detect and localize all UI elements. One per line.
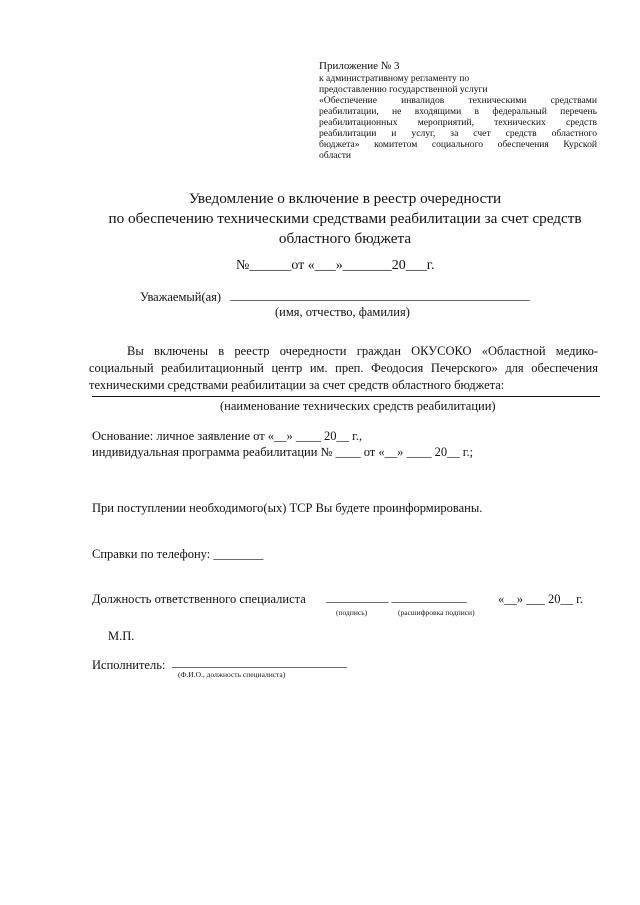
- greeting-caption: (имя, отчество, фамилия): [275, 305, 410, 319]
- body-line: Вы включены в реестр очередности граждан ОКУСОКО «Областной медико-: [127, 344, 598, 358]
- executor-label: Исполнитель:: [92, 658, 166, 672]
- tsr-caption: (наименование технических средств реабилитации): [220, 399, 496, 413]
- number-date-line: №______от «___»_______20___г.: [236, 258, 435, 273]
- body-line: социальный реабилитационный центр им. преп. Феодосия Печерского» для обеспечения: [89, 361, 598, 375]
- document-title: [60, 189, 630, 249]
- stamp-place: М.П.: [108, 629, 135, 643]
- appendix-line: предоставлению государственной услуги: [319, 84, 488, 95]
- title-line: Уведомление о включение в реестр очередности: [188, 190, 502, 207]
- appendix-line: реабилитации и услуг, за счет средств областного: [319, 128, 597, 139]
- phone-line: Справки по телефону: ________: [92, 547, 264, 561]
- body-paragraph: [89, 343, 598, 394]
- appendix-line: реабилитации, не входящими в федеральный перечень: [319, 106, 597, 117]
- title-line: областного бюджета: [278, 230, 412, 247]
- basis-line: индивидуальная программа реабилитации № ____ от «__» ____ 20__ г.;: [92, 445, 474, 459]
- body-line: техническими средствами реабилитации за счет средств областного бюджета:: [89, 378, 505, 392]
- tsr-name-line[interactable]: [92, 396, 600, 397]
- appendix-block: [319, 60, 597, 161]
- appendix-line: к административному регламенту по: [319, 73, 470, 84]
- appendix-line: области: [319, 150, 352, 161]
- appendix-line: реабилитационных мероприятий, технических средств: [319, 117, 597, 128]
- signature-fields[interactable]: __________ ____________: [326, 590, 467, 604]
- greeting-name-field[interactable]: ________________________________________________: [230, 288, 530, 302]
- notice-text: При поступлении необходимого(ых) ТСР Вы будете проинформированы.: [92, 501, 483, 515]
- signature-decode-caption: (расшифровка подписи): [398, 608, 475, 617]
- appendix-title: Приложение № 3: [319, 60, 400, 72]
- signature-label: Должность ответственного специалиста: [92, 592, 306, 606]
- signature-caption: (подпись): [336, 608, 368, 617]
- title-line: по обеспечению техническими средствами реабилитации за счет средств: [108, 210, 582, 227]
- appendix-line: «Обеспечение инвалидов техническими средствами: [319, 95, 597, 106]
- basis-line: Основание: личное заявление от «__» ____ 20__ г.,: [92, 429, 363, 443]
- appendix-line: бюджета» комитетом социального обеспечения Курской: [319, 139, 597, 150]
- signature-date[interactable]: «__» ___ 20__ г.: [498, 592, 583, 606]
- executor-caption: (Ф.И.О., должность специалиста): [178, 670, 286, 679]
- greeting-label: Уважаемый(ая): [140, 290, 222, 304]
- executor-field[interactable]: ____________________________: [172, 655, 347, 669]
